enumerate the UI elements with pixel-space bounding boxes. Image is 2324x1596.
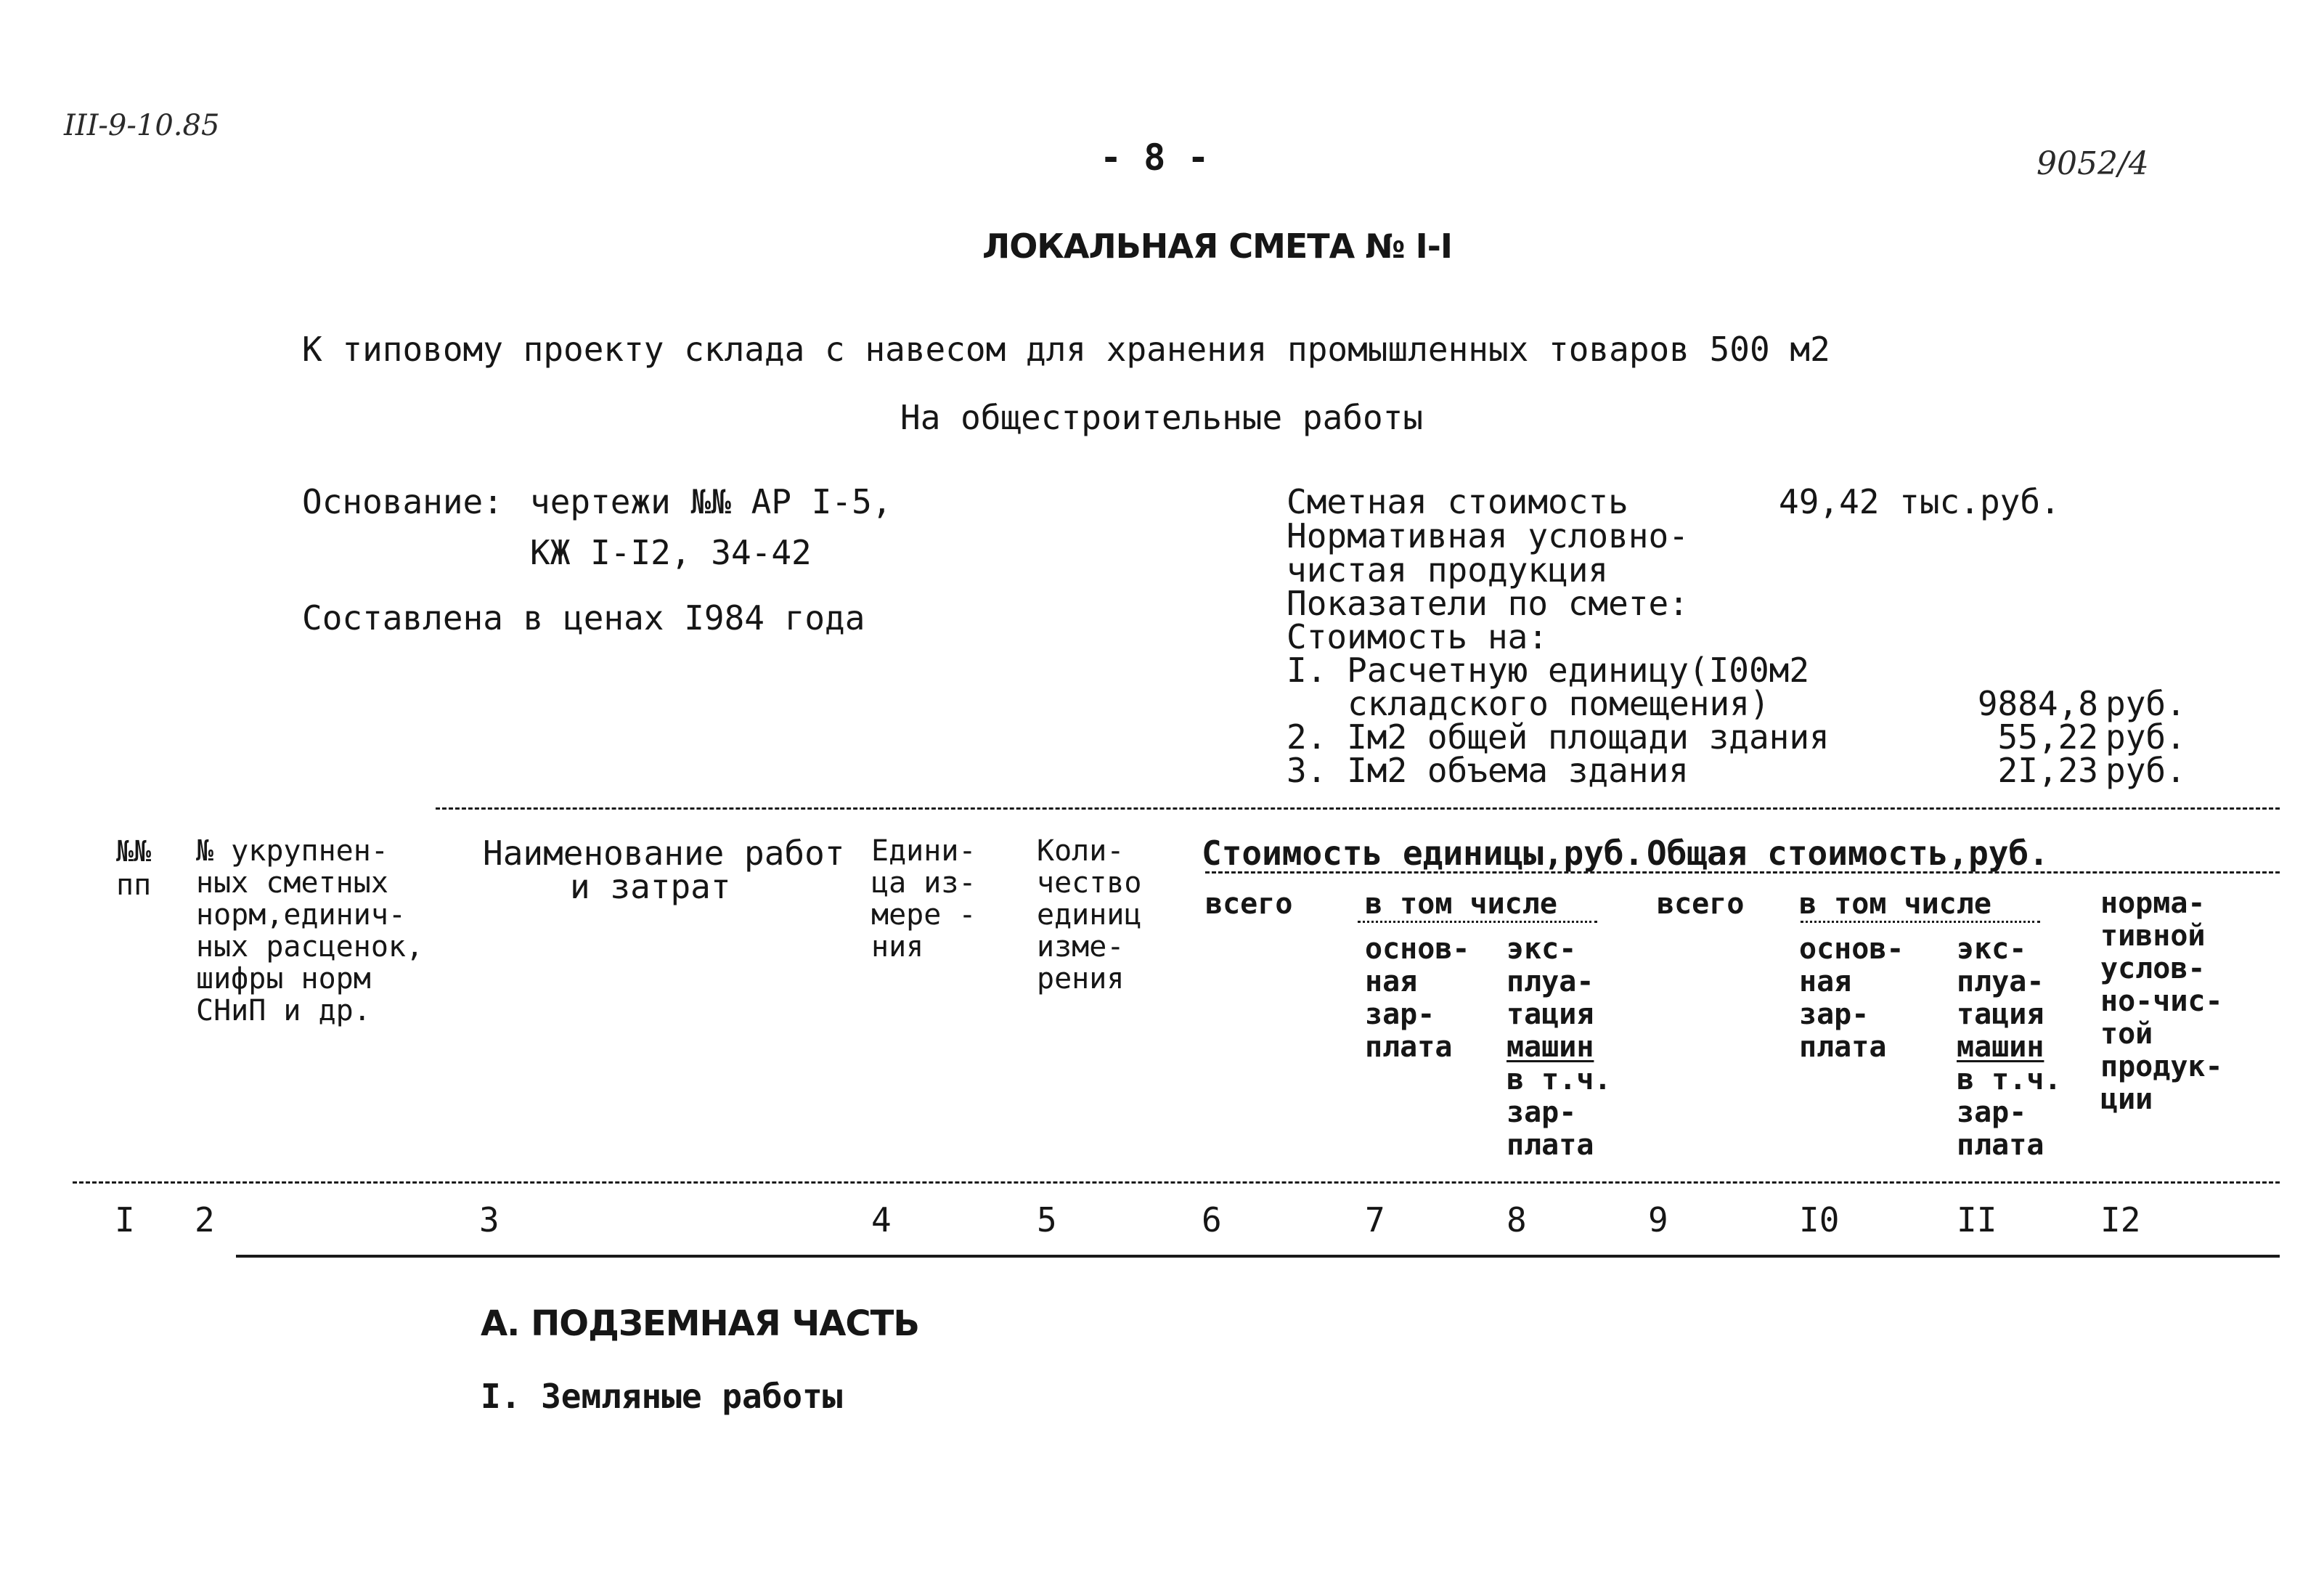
col-norms-line3: норм,единич- bbox=[196, 898, 406, 932]
document-subtitle: К типовому проекту склада с навесом для хранения промышленных товаров 500 м2 bbox=[302, 330, 1830, 369]
col-num-12: I2 bbox=[2100, 1200, 2141, 1239]
total-cost-header: Общая стоимость,руб. bbox=[1647, 834, 2049, 873]
corner-code-left: III-9-10.85 bbox=[64, 109, 220, 142]
col-num-11: II bbox=[1957, 1200, 1997, 1239]
header-bottom-rule bbox=[73, 1181, 2280, 1184]
indicator-3-unit: руб. bbox=[2105, 751, 2186, 790]
total-machine-l7: плата bbox=[1957, 1128, 2044, 1162]
col-quantity-line2: чество bbox=[1037, 866, 1142, 900]
col-quantity-line4: изме- bbox=[1037, 930, 1125, 964]
indicator-3-text: 3. Iм2 объема здания bbox=[1287, 751, 1689, 790]
normative-l1: норма- bbox=[2100, 887, 2206, 920]
unit-machine-l1: экс- bbox=[1506, 932, 1577, 966]
col-unit-line2: ца из- bbox=[871, 866, 977, 900]
indicator-3-value: 2I,23 bbox=[1997, 751, 2098, 790]
prices-note: Составлена в ценах I984 года bbox=[302, 598, 865, 638]
col-norms-line4: ных расценок, bbox=[196, 930, 424, 964]
unit-cost-machine-op bbox=[1506, 933, 1612, 1162]
col-num-5: 5 bbox=[1037, 1200, 1057, 1239]
total-cost-incl-label: в том числе bbox=[1799, 887, 1991, 921]
col-norms-line1: № укрупнен- bbox=[196, 834, 388, 868]
part-title: А. ПОДЗЕМНАЯ ЧАСТЬ bbox=[481, 1303, 919, 1344]
section-title: На общестроительные работы bbox=[900, 398, 1424, 437]
total-machine-l3: тация bbox=[1957, 998, 2044, 1031]
total-machine-l6: зар- bbox=[1957, 1096, 2027, 1129]
col-num-7: 7 bbox=[1365, 1200, 1385, 1239]
col-unit-line3: мере - bbox=[871, 898, 977, 932]
total-cost-base-wage bbox=[1799, 933, 1904, 1064]
incl-rule-1 bbox=[1358, 921, 1597, 923]
col-unit-line1: Едини- bbox=[871, 834, 977, 868]
indicator-1-value: 9884,8 bbox=[1977, 684, 2098, 723]
col-quantity-line1: Коли- bbox=[1037, 834, 1125, 868]
indicator-1-text: I. Расчетную единицу(I00м2 bbox=[1287, 651, 1810, 690]
normative-l3: услов- bbox=[2100, 952, 2206, 985]
col-num-2: 2 bbox=[195, 1200, 215, 1239]
col-unit-line4: ния bbox=[871, 930, 924, 964]
unit-cost-incl-label: в том числе bbox=[1365, 887, 1557, 921]
total-machine-l1: экс- bbox=[1957, 932, 2027, 966]
col-num-10: I0 bbox=[1799, 1200, 1840, 1239]
cost-per-label: Стоимость на: bbox=[1287, 617, 1549, 656]
unit-cost-total-label: всего bbox=[1205, 887, 1293, 921]
total-base-wage-l3: зар- bbox=[1799, 998, 1870, 1031]
col-norms-line2: ных сметных bbox=[196, 866, 388, 900]
unit-base-wage-l4: плата bbox=[1365, 1030, 1453, 1064]
col-quantity-header bbox=[1037, 835, 1142, 995]
unit-machine-l2: плуа- bbox=[1506, 965, 1594, 998]
normative-product-header bbox=[2100, 887, 2223, 1116]
normative-l6: продук- bbox=[2100, 1050, 2223, 1083]
unit-machine-l6: зар- bbox=[1506, 1096, 1577, 1129]
page-number: - 8 - bbox=[1100, 137, 1210, 179]
total-machine-l5: в т.ч. bbox=[1957, 1063, 2062, 1096]
normative-l2: тивной bbox=[2100, 919, 2206, 953]
subsection-title: I. Земляные работы bbox=[481, 1377, 843, 1416]
col-num-6: 6 bbox=[1202, 1200, 1222, 1239]
col-number-header bbox=[116, 835, 151, 902]
total-base-wage-l4: плата bbox=[1799, 1030, 1887, 1064]
unit-machine-l4: машин bbox=[1506, 1030, 1594, 1064]
col-norms-line6: СНиП и др. bbox=[196, 994, 371, 1027]
col-num-9: 9 bbox=[1648, 1200, 1668, 1239]
col-norms-header bbox=[196, 835, 423, 1027]
col-norms-line5: шифры норм bbox=[196, 962, 371, 996]
basis-line2: КЖ I-I2, 34-42 bbox=[530, 533, 812, 572]
indicator-2-value: 55,22 bbox=[1997, 717, 2098, 757]
indicator-2-text: 2. Iм2 общей площади здания bbox=[1287, 717, 1830, 757]
normative-line1: Нормативная условно- bbox=[1287, 516, 1689, 555]
normative-l5: той bbox=[2100, 1017, 2153, 1051]
indicator-1-text2: складского помещения) bbox=[1347, 684, 1770, 723]
total-base-wage-l2: ная bbox=[1799, 965, 1852, 998]
col-num-1: I bbox=[115, 1200, 135, 1239]
unit-base-wage-l3: зар- bbox=[1365, 998, 1435, 1031]
unit-cost-header: Стоимость единицы,руб. bbox=[1202, 834, 1644, 873]
total-cost-machine-op bbox=[1957, 933, 2062, 1162]
indicator-1-unit: руб. bbox=[2105, 684, 2186, 723]
total-cost-total-label: всего bbox=[1657, 887, 1745, 921]
corner-code-right: 9052/4 bbox=[2036, 145, 2149, 182]
unit-base-wage-l1: основ- bbox=[1365, 932, 1470, 966]
total-base-wage-l1: основ- bbox=[1799, 932, 1904, 966]
normative-line2: чистая продукция bbox=[1287, 550, 1609, 590]
document-title: ЛОКАЛЬНАЯ СМЕТА № I-I bbox=[982, 227, 1452, 266]
numbers-bottom-rule bbox=[236, 1255, 2280, 1258]
table-top-rule bbox=[436, 807, 2280, 810]
unit-machine-l7: плата bbox=[1506, 1128, 1594, 1162]
indicator-2-unit: руб. bbox=[2105, 717, 2186, 757]
estimated-cost-value: 49,42 тыс.руб. bbox=[1779, 482, 2060, 521]
unit-cost-base-wage bbox=[1365, 933, 1470, 1064]
col-num-3: 3 bbox=[479, 1200, 500, 1239]
unit-machine-l5: в т.ч. bbox=[1506, 1063, 1612, 1096]
incl-rule-2 bbox=[1801, 921, 2040, 923]
total-machine-l4: машин bbox=[1957, 1030, 2044, 1064]
normative-l4: но-чис- bbox=[2100, 985, 2223, 1018]
col-number-line2: пп bbox=[116, 868, 152, 902]
basis-line1: чертежи №№ АР I-5, bbox=[530, 482, 892, 521]
indicators-label: Показатели по смете: bbox=[1287, 584, 1689, 623]
estimated-cost-label: Сметная стоимость bbox=[1287, 482, 1628, 521]
total-machine-l2: плуа- bbox=[1957, 965, 2044, 998]
unit-base-wage-l2: ная bbox=[1365, 965, 1418, 998]
basis-label: Основание: bbox=[302, 482, 503, 521]
normative-l7: ции bbox=[2100, 1083, 2153, 1116]
col-quantity-line5: рения bbox=[1037, 962, 1125, 996]
col-quantity-line3: единиц bbox=[1037, 898, 1142, 932]
col-work-name-line1: Наименование работ bbox=[483, 834, 845, 873]
col-num-4: 4 bbox=[871, 1200, 892, 1239]
col-work-name-line2: и затрат bbox=[570, 867, 731, 906]
col-unit-header bbox=[871, 835, 977, 963]
unit-machine-l3: тация bbox=[1506, 998, 1594, 1031]
col-number-line1: №№ bbox=[116, 835, 152, 868]
col-num-8: 8 bbox=[1506, 1200, 1527, 1239]
